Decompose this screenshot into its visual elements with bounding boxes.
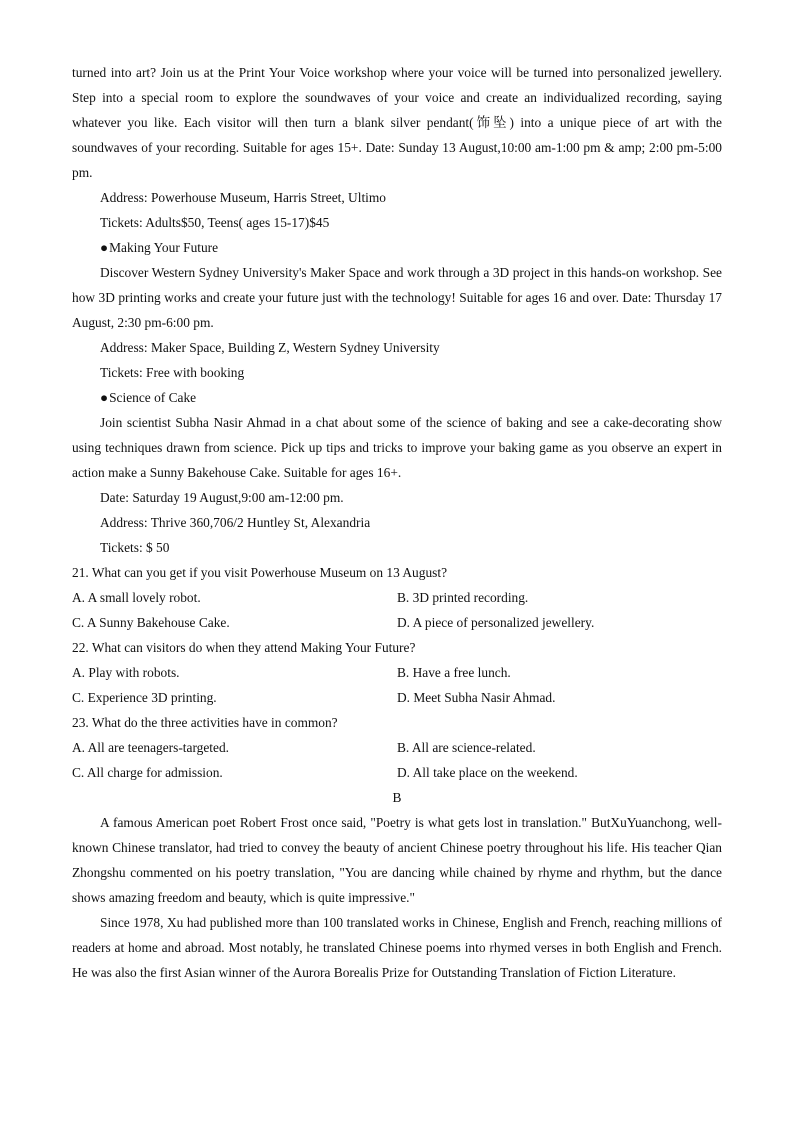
future-address: Address: Maker Space, Building Z, Western Sydney University bbox=[100, 340, 440, 355]
future-heading-text: Making Your Future bbox=[109, 240, 219, 255]
question-stem: 23. What do the three activities have in common? bbox=[72, 715, 338, 730]
option-row bbox=[72, 735, 722, 760]
question-23 bbox=[72, 710, 722, 785]
option-row bbox=[72, 585, 722, 610]
option-c[interactable]: C. A Sunny Bakehouse Cake. bbox=[72, 615, 230, 630]
bullet-icon bbox=[100, 240, 109, 255]
future-paragraph: Discover Western Sydney University's Maker Space and work through a 3D project in this hands-on workshop. See how 3D printing works and create your future just with the technology! Suitable for ages 16 and over. Date: Thursday 17 August, 2:30 pm-6:00 pm. bbox=[72, 265, 722, 330]
option-row bbox=[72, 610, 722, 635]
option-a[interactable]: A. Play with robots. bbox=[72, 665, 180, 680]
science-of-cake-heading bbox=[72, 385, 722, 410]
option-c[interactable]: C. Experience 3D printing. bbox=[72, 690, 217, 705]
option-a[interactable]: A. A small lovely robot. bbox=[72, 590, 201, 605]
cake-date: Date: Saturday 19 August,9:00 am-12:00 pm. bbox=[100, 490, 344, 505]
bullet-icon bbox=[100, 390, 109, 405]
question-21 bbox=[72, 560, 722, 635]
future-tickets: Tickets: Free with booking bbox=[100, 365, 245, 380]
option-row bbox=[72, 660, 722, 685]
option-d[interactable]: D. A piece of personalized jewellery. bbox=[397, 615, 595, 630]
making-your-future-heading bbox=[72, 235, 722, 260]
option-row bbox=[72, 760, 722, 785]
print-address: Address: Powerhouse Museum, Harris Street, Ultimo bbox=[100, 190, 387, 205]
passage-b-paragraph-1: A famous American poet Robert Frost once said, "Poetry is what gets lost in translation." ButXuYuanchong, well-known Chinese translator, had tried to convey the beauty of ancient Chinese poetry throughout his life. His teacher Qian Zhongshu commented on his poetry translation, "You are dancing while chained by rhyme and rhythm, but the dance shows amazing freedom and beauty, which is quite impressive." bbox=[72, 815, 722, 905]
option-b[interactable]: B. Have a free lunch. bbox=[397, 665, 511, 680]
option-row bbox=[72, 685, 722, 710]
print-your-voice-paragraph: turned into art? Join us at the Print Your Voice workshop where your voice will be turned into personalized jewellery. Step into a special room to explore the soundwaves of your voice and create an individualized recording, saying whatever you like. Each visitor will then turn a blank silver pendant(饰坠) into a unique piece of art with the soundwaves of your recording. Suitable for ages 15+. Date: Sunday 13 August,10:00 am-1:00 pm & amp; 2:00 pm-5:00 pm. bbox=[72, 65, 722, 180]
print-tickets: Tickets: Adults$50, Teens( ages 15-17)$45 bbox=[100, 215, 330, 230]
option-b[interactable]: B. All are science-related. bbox=[397, 740, 536, 755]
cake-address: Address: Thrive 360,706/2 Huntley St, Alexandria bbox=[100, 515, 371, 530]
cake-heading-text: Science of Cake bbox=[109, 390, 197, 405]
option-d[interactable]: D. Meet Subha Nasir Ahmad. bbox=[397, 690, 556, 705]
question-stem: 22. What can visitors do when they attend Making Your Future? bbox=[72, 640, 416, 655]
cake-paragraph: Join scientist Subha Nasir Ahmad in a chat about some of the science of baking and see a cake-decorating show using techniques drawn from science. Pick up tips and tricks to improve your baking game as you observe an expert in action make a Sunny Bakehouse Cake. Suitable for ages 16+. bbox=[72, 415, 722, 480]
option-b[interactable]: B. 3D printed recording. bbox=[397, 590, 529, 605]
document-page bbox=[72, 60, 722, 985]
option-a[interactable]: A. All are teenagers-targeted. bbox=[72, 740, 230, 755]
question-22 bbox=[72, 635, 722, 710]
question-stem: 21. What can you get if you visit Powerhouse Museum on 13 August? bbox=[72, 565, 448, 580]
cake-tickets: Tickets: $ 50 bbox=[100, 540, 170, 555]
passage-b-paragraph-2: Since 1978, Xu had published more than 100 translated works in Chinese, English and French, reaching millions of readers at home and abroad. Most notably, he translated Chinese poems into rhymed verses in both English and French. He was also the first Asian winner of the Aurora Borealis Prize for Outstanding Translation of Fiction Literature. bbox=[72, 915, 722, 980]
option-d[interactable]: D. All take place on the weekend. bbox=[397, 765, 578, 780]
option-c[interactable]: C. All charge for admission. bbox=[72, 765, 223, 780]
section-b-label: B bbox=[392, 790, 402, 805]
